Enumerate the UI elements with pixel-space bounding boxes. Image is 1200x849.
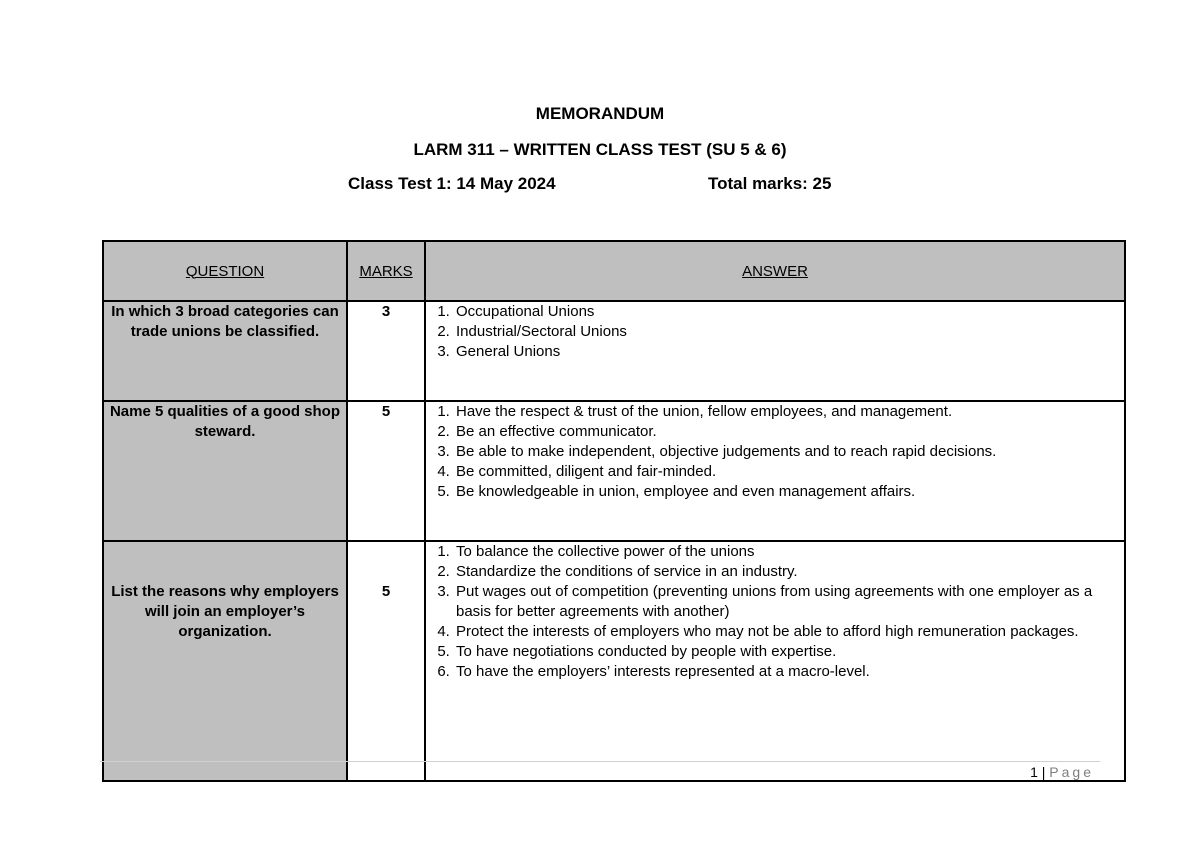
memo-table: [102, 240, 1126, 782]
page-number-value: 1: [1030, 764, 1038, 780]
answer-item: 1. Occupational Unions: [454, 302, 1124, 322]
answer-list: [426, 302, 1124, 362]
question-cell: In which 3 broad categories can trade unions be classified.: [103, 301, 347, 401]
question-cell: List the reasons why employers will join an employer’s organization.: [103, 541, 347, 781]
answer-item: 2. Be an effective communicator.: [454, 422, 1124, 442]
page-number: [1030, 764, 1094, 780]
table-row: [103, 301, 1125, 401]
answer-list: [426, 402, 1124, 502]
page-label: Page: [1049, 764, 1094, 780]
page-subtitle: LARM 311 – WRITTEN CLASS TEST (SU 5 & 6): [413, 140, 787, 159]
answer-item: 2. Standardize the conditions of service in an industry.: [454, 562, 1124, 582]
answer-item: 4. Be committed, diligent and fair-minded.: [454, 462, 1124, 482]
answer-cell: [425, 301, 1125, 401]
answer-item: 2. Industrial/Sectoral Unions: [454, 322, 1124, 342]
answer-cell: [425, 401, 1125, 541]
answer-item: 5. To have negotiations conducted by people with expertise.: [454, 642, 1124, 662]
column-header-question: QUESTION: [103, 241, 347, 301]
marks-cell: 3: [347, 301, 425, 401]
total-marks: Total marks: 25: [708, 174, 832, 193]
answer-item: 1. To balance the collective power of the unions: [454, 542, 1124, 562]
column-header-answer: ANSWER: [425, 241, 1125, 301]
page-title: MEMORANDUM: [535, 104, 665, 123]
answer-item: 4. Protect the interests of employers who may not be able to afford high remuneration packages.: [454, 622, 1124, 642]
answer-item: 3. Put wages out of competition (preventing unions from using agreements with one employer as a basis for better agreements with another): [454, 582, 1124, 622]
table-header-row: [103, 241, 1125, 301]
answer-item: 1. Have the respect & trust of the union, fellow employees, and management.: [454, 402, 1124, 422]
table-row: [103, 541, 1125, 781]
page-number-separator: |: [1041, 764, 1046, 780]
class-test-date: Class Test 1: 14 May 2024: [348, 174, 556, 193]
answer-item: 3. General Unions: [454, 342, 1124, 362]
footer-divider: [100, 761, 1100, 762]
column-header-marks: MARKS: [347, 241, 425, 301]
table-row: [103, 401, 1125, 541]
question-cell: Name 5 qualities of a good shop steward.: [103, 401, 347, 541]
answer-list: [426, 542, 1124, 682]
answer-cell: [425, 541, 1125, 781]
answer-item: 5. Be knowledgeable in union, employee and even management affairs.: [454, 482, 1124, 502]
answer-item: 6. To have the employers’ interests represented at a macro-level.: [454, 662, 1124, 682]
answer-item: 3. Be able to make independent, objective judgements and to reach rapid decisions.: [454, 442, 1124, 462]
marks-cell: 5: [347, 401, 425, 541]
marks-cell: 5: [347, 541, 425, 781]
